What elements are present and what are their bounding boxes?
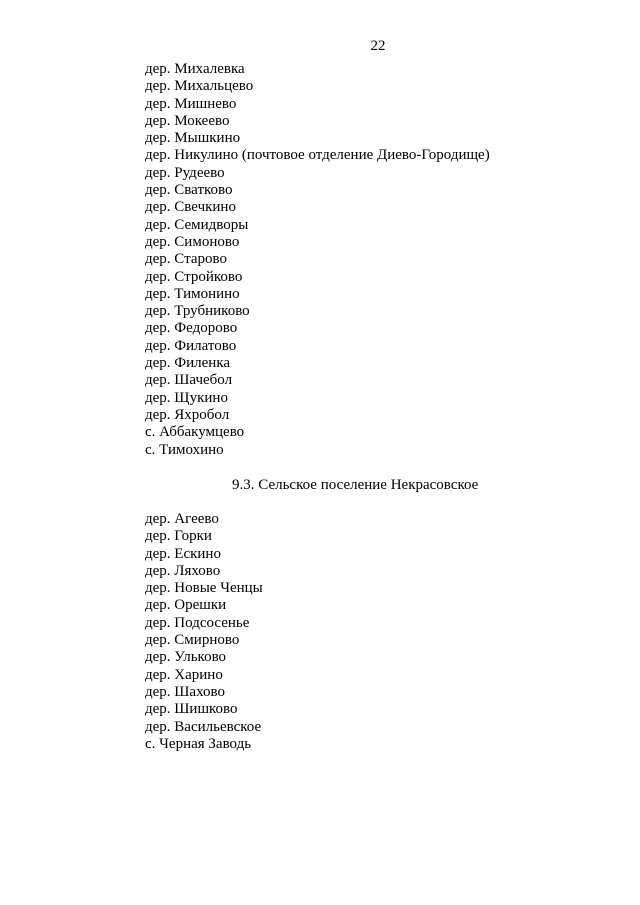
list-item: дер. Новые Ченцы xyxy=(145,580,263,597)
list-item: дер. Ескино xyxy=(145,545,221,562)
list-item: дер. Свечкино xyxy=(145,199,236,216)
list-item: дер. Старово xyxy=(145,251,227,268)
list-item: с. Аббакумцево xyxy=(145,424,245,441)
list-item: дер. Стройково xyxy=(145,268,243,285)
list-item: дер. Рудеево xyxy=(145,164,225,181)
list-item: дер. Михальцево xyxy=(145,78,254,95)
list-item: дер. Сватково xyxy=(145,182,233,199)
list-item: дер. Яхробол xyxy=(145,406,230,423)
settlement-list xyxy=(145,511,263,753)
list-item: дер. Щукино xyxy=(145,389,228,406)
list-item: дер. Шахово xyxy=(145,683,225,700)
list-item: дер. Подсосенье xyxy=(145,614,250,631)
list-item: дер. Смирново xyxy=(145,632,240,649)
list-item: дер. Мокеево xyxy=(145,112,230,129)
page-number: 22 xyxy=(370,38,386,54)
list-item: дер. Никулино (почтовое отделение Диево-Городище) xyxy=(145,147,490,164)
list-item: дер. Харино xyxy=(145,666,223,683)
list-item: дер. Симоново xyxy=(145,233,240,250)
list-item: дер. Мышкино xyxy=(145,130,241,147)
list-item: дер. Михалевка xyxy=(145,61,245,77)
list-item: дер. Орешки xyxy=(145,597,227,614)
list-item: дер. Васильевское xyxy=(145,718,262,735)
list-item: дер. Тимонино xyxy=(145,285,240,302)
list-item: дер. Агеево xyxy=(145,511,219,527)
list-item: с. Черная Заводь xyxy=(145,735,252,752)
list-item: дер. Ляхово xyxy=(145,562,221,579)
list-item: дер. Филенка xyxy=(145,355,231,372)
list-item: с. Тимохино xyxy=(145,441,224,458)
list-item: дер. Федорово xyxy=(145,320,238,337)
list-item: дер. Филатово xyxy=(145,337,237,354)
list-item: дер. Трубниково xyxy=(145,303,250,320)
settlement-list xyxy=(145,61,490,459)
section-heading: 9.3. Сельское поселение Некрасовское xyxy=(232,477,479,493)
list-item: дер. Шачебол xyxy=(145,372,233,389)
list-item: дер. Мишнево xyxy=(145,95,237,112)
list-item: дер. Горки xyxy=(145,528,212,545)
list-item: дер. Ульково xyxy=(145,649,227,666)
list-item: дер. Семидворы xyxy=(145,216,249,233)
list-item: дер. Шишково xyxy=(145,701,238,718)
